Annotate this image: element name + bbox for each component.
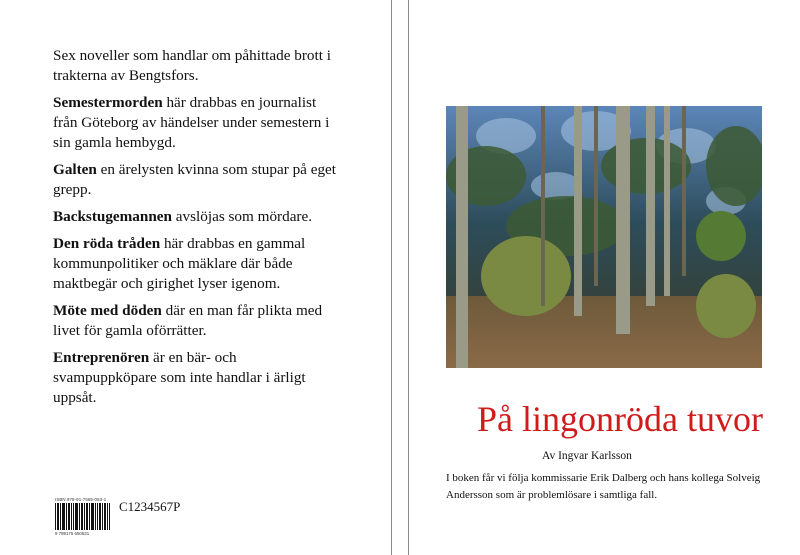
intro-paragraph: Sex noveller som handlar om påhittade brott i trakterna av Bengtsfors. — [53, 47, 331, 84]
story-paragraph — [53, 348, 343, 408]
story-text: här drabbas en gammal kommunpolitiker och mäklare där både maktbegär och girighet lyser igenom. — [53, 235, 306, 292]
story-text: avslöjas som mördare. — [172, 208, 313, 225]
story-title: Galten — [53, 161, 97, 178]
cover-photo — [446, 106, 762, 368]
story-title: Semestermorden — [53, 94, 163, 111]
author-line: Av Ingvar Karlsson — [542, 450, 632, 462]
story-title: Möte med döden — [53, 302, 162, 319]
spine-right-edge — [408, 0, 409, 555]
pine-forest-photo-icon — [446, 106, 762, 368]
story-text: här drabbas en journalist från Göteborg av händelser under semestern i sin gamla hembygd. — [53, 94, 330, 151]
story-title: Backstugemannen — [53, 208, 172, 225]
barcode-number: 9 789175 650531 — [55, 531, 90, 536]
back-cover-text — [53, 46, 343, 415]
story-paragraph — [53, 301, 343, 341]
story-text: är en bär- och svampuppköpare som inte handlar i ärligt uppsåt. — [53, 349, 306, 406]
barcode-bars — [55, 503, 111, 530]
story-paragraph — [53, 160, 343, 200]
product-code: C1234567P — [119, 499, 181, 514]
story-text: där en man får plikta med livet för gamla oförrätter. — [53, 302, 323, 339]
story-paragraph — [53, 234, 343, 294]
story-title: Entreprenören — [53, 349, 150, 366]
book-description: I boken får vi följa kommissarie Erik Dalberg och hans kollega Solveig Andersson som är problemlösare i samtliga fall. — [446, 472, 761, 501]
isbn-label: ISBN 978-91-7565-053-1 — [55, 497, 107, 502]
story-paragraph — [53, 207, 343, 227]
story-paragraph — [53, 93, 343, 153]
story-title: Den röda tråden — [53, 235, 161, 252]
story-text: en ärelysten kvinna som stupar på eget grepp. — [53, 161, 337, 198]
book-title: På lingonröda tuvor — [477, 399, 763, 439]
isbn-barcode — [55, 497, 111, 536]
spine-left-edge — [391, 0, 392, 555]
